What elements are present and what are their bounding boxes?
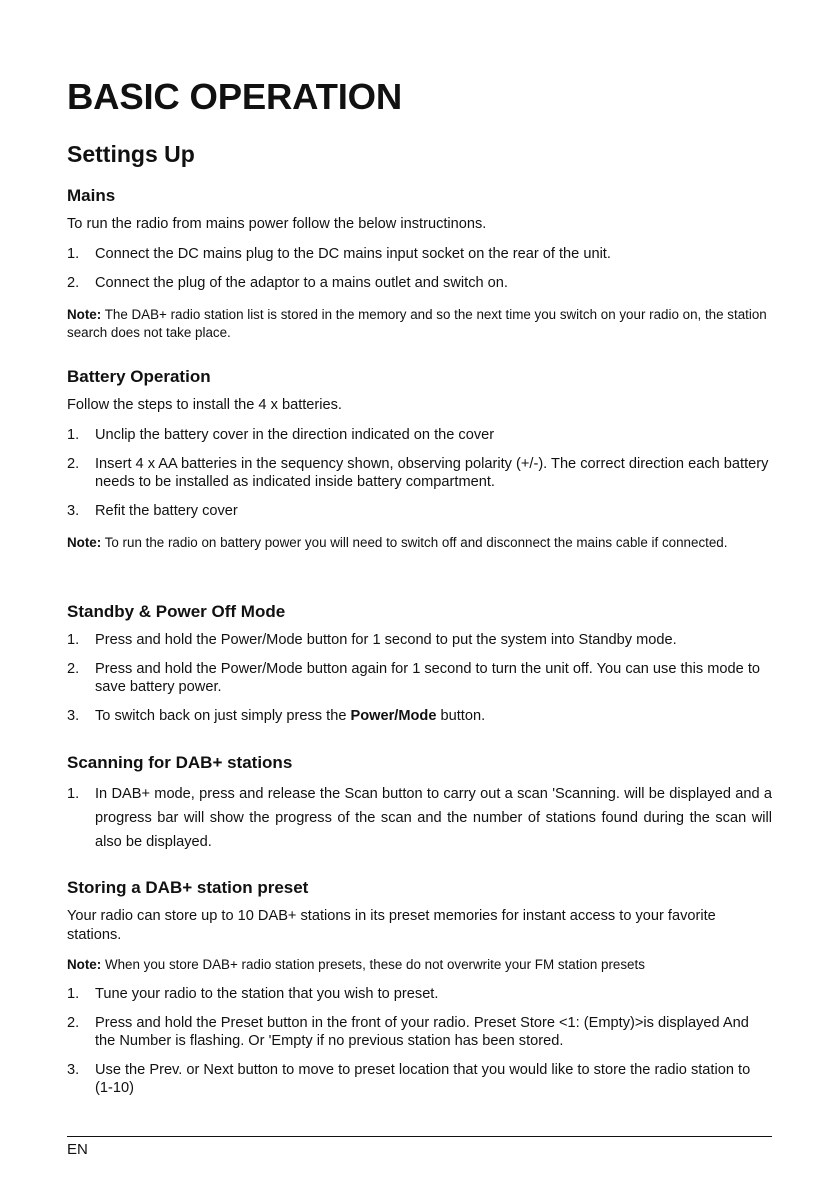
list-item	[67, 274, 772, 292]
section-battery	[67, 367, 772, 555]
item-number: 1.	[67, 632, 80, 648]
item-number: 1.	[67, 786, 80, 802]
item-number: 2.	[67, 275, 80, 291]
mains-note	[67, 306, 772, 342]
battery-note	[67, 531, 772, 555]
item-text: Connect the plug of the adaptor to a mains outlet and switch on.	[95, 275, 508, 291]
standby-heading: Standby & Power Off Mode	[67, 602, 286, 621]
item-number: 3.	[67, 1062, 80, 1078]
note-text: To run the radio on battery power you will need to switch off and disconnect the mains cable if connected.	[101, 535, 728, 550]
section-preset	[67, 878, 772, 1108]
item-text: Press and hold the Power/Mode button again for 1 second to turn the unit off. You can use this mode to save battery power.	[95, 661, 760, 695]
item-number: 1.	[67, 986, 80, 1002]
scanning-list	[67, 782, 772, 854]
section-standby	[67, 602, 772, 736]
preset-list	[67, 985, 772, 1097]
item-text-post: button.	[436, 708, 486, 724]
item-text: Connect the DC mains plug to the DC mains input socket on the rear of the unit.	[95, 246, 611, 262]
note-label: Note:	[67, 957, 102, 972]
page-title: BASIC OPERATION	[67, 76, 402, 117]
preset-lead: Your radio can store up to 10 DAB+ stations in its preset memories for instant access to your favorite stations.	[67, 908, 716, 943]
item-text: Press and hold the Power/Mode button for 1 second to put the system into Standby mode.	[95, 632, 677, 648]
preset-heading: Storing a DAB+ station preset	[67, 878, 309, 897]
note-label: Note:	[67, 535, 102, 550]
item-number: 2.	[67, 661, 80, 677]
mains-lead: To run the radio from mains power follow the below instructinons.	[67, 216, 487, 232]
item-text: In DAB+ mode, press and release the Scan button to carry out a scan 'Scanning. will be displayed and a progress bar will show the progress of the scan and the number of stations found during the scan will also be displayed.	[95, 786, 772, 850]
list-item	[67, 631, 772, 649]
item-text: Press and hold the Preset button in the front of your radio. Preset Store <1: (Empty)>is displayed And the Number is flashing. Or 'Empty if no previous station has been stored.	[95, 1015, 749, 1049]
scanning-heading: Scanning for DAB+ stations	[67, 753, 293, 772]
item-number: 2.	[67, 1015, 80, 1031]
list-item	[67, 985, 772, 1003]
mains-heading: Mains	[67, 186, 116, 205]
list-item	[67, 426, 772, 444]
item-number: 3.	[67, 503, 80, 519]
item-text-bold: Power/Mode	[350, 708, 437, 724]
item-number: 1.	[67, 427, 80, 443]
battery-heading: Battery Operation	[67, 367, 211, 386]
item-text: Insert 4 x AA batteries in the sequency shown, observing polarity (+/-). The correct direction each battery needs to be installed as indicated inside battery compartment.	[95, 456, 769, 490]
preset-note	[67, 956, 772, 974]
item-text: Tune your radio to the station that you wish to preset.	[95, 986, 439, 1002]
item-text: Unclip the battery cover in the direction indicated on the cover	[95, 427, 495, 443]
battery-lead: Follow the steps to install the 4 x batteries.	[67, 397, 342, 413]
list-item	[67, 660, 772, 696]
section-scanning	[67, 753, 772, 865]
item-number: 1.	[67, 246, 80, 262]
item-text-pre: To switch back on just simply press the	[95, 708, 351, 724]
footer-language: EN	[67, 1141, 88, 1158]
page-subtitle: Settings Up	[67, 141, 195, 167]
note-text: When you store DAB+ radio station presets, these do not overwrite your FM station presets	[101, 957, 645, 972]
list-item	[67, 1061, 772, 1097]
item-number: 3.	[67, 708, 80, 724]
battery-list	[67, 426, 772, 520]
item-text: Use the Prev. or Next button to move to preset location that you would like to store the radio station to (1-10)	[95, 1062, 751, 1096]
list-item	[67, 1014, 772, 1050]
footer-divider	[67, 1136, 772, 1137]
mains-list	[67, 245, 772, 292]
note-text: The DAB+ radio station list is stored in the memory and so the next time you switch on your radio on, the station search does not take place.	[67, 307, 767, 340]
list-item	[67, 502, 772, 520]
note-label: Note:	[67, 307, 102, 322]
standby-list	[67, 631, 772, 725]
item-text: Refit the battery cover	[95, 503, 238, 519]
section-mains	[67, 186, 772, 342]
list-item	[67, 782, 772, 854]
list-item	[67, 707, 772, 725]
list-item	[67, 455, 772, 491]
item-number: 2.	[67, 456, 80, 472]
list-item	[67, 245, 772, 263]
